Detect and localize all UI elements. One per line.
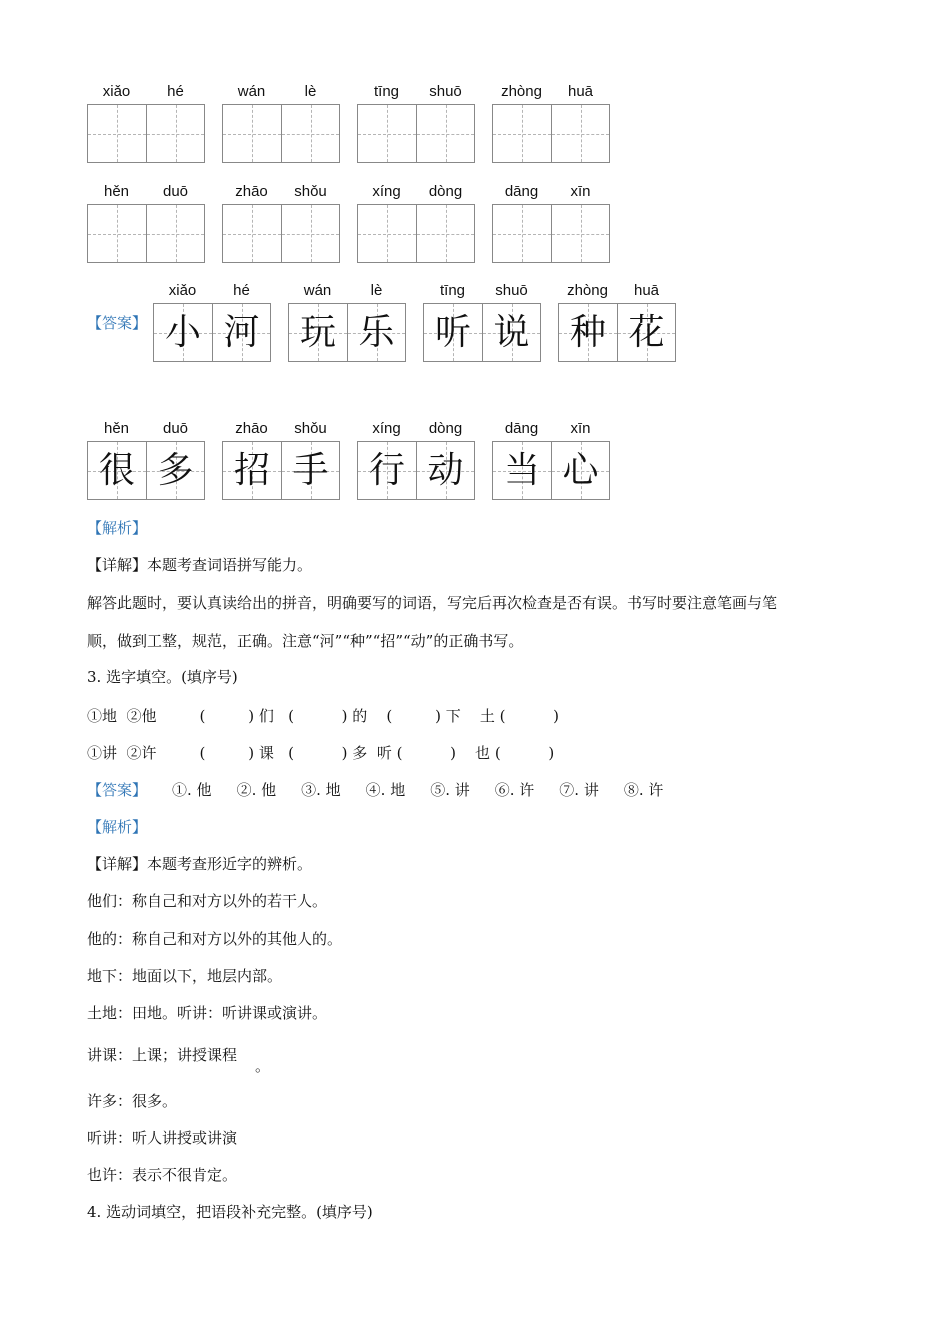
writing-cell[interactable] — [223, 205, 281, 262]
pinyin: huā — [633, 282, 660, 299]
word-pair — [357, 180, 475, 263]
answer-item: ④. 地 — [365, 781, 406, 799]
word-pair — [222, 417, 340, 500]
definition-line: 听讲：听人讲授或讲演 — [87, 1129, 238, 1147]
word-pair — [87, 417, 205, 500]
answer-cell — [88, 442, 146, 499]
word-pair — [492, 180, 610, 263]
word-pair — [492, 417, 610, 500]
answer-char: 乐 — [358, 311, 395, 353]
q3-answers — [87, 779, 663, 800]
definition-line: 也许：表示不很肯定。 — [87, 1166, 238, 1184]
q3-row-2: ①讲 ②许 ( ) 课 ( ) 多 听 ( ) 也 ( ) — [87, 744, 555, 762]
pinyin: xīn — [570, 183, 591, 200]
answer-char: 多 — [157, 449, 194, 491]
pinyin: hé — [233, 282, 250, 299]
answer-grid-2 — [87, 417, 627, 500]
word-pair — [288, 279, 406, 362]
pinyin: duō — [162, 420, 189, 437]
writing-cell[interactable] — [146, 205, 204, 262]
definition-line: 许多：很多。 — [87, 1092, 178, 1110]
writing-cell[interactable] — [358, 105, 416, 162]
pinyin: xiǎo — [102, 83, 131, 100]
writing-cell[interactable] — [88, 205, 146, 262]
pinyin: tīng — [373, 83, 400, 100]
definition-line: 他的：称自己和对方以外的其他人的。 — [87, 930, 343, 948]
word-pair — [153, 279, 271, 362]
answer-cell — [424, 304, 482, 361]
answer-cell — [559, 304, 617, 361]
q3-row-1: ①地 ②他 ( ) 们 ( ) 的 ( ) 下 土 ( ) — [87, 707, 559, 725]
writing-cell[interactable] — [416, 205, 474, 262]
pinyin: shǒu — [294, 183, 327, 200]
pinyin: wán — [303, 282, 332, 299]
pinyin: xíng — [372, 183, 401, 200]
pinyin: lè — [304, 83, 317, 100]
answer-char: 河 — [223, 311, 260, 353]
answer-char: 心 — [562, 449, 599, 491]
answer-item: ③. 地 — [301, 781, 341, 799]
answer-cell — [347, 304, 405, 361]
q2-body-line-1: 解答此题时，要认真读给出的拼音，明确要写的词语，写完后再次检查是否有误。书写时要注意笔画与笔 — [87, 594, 778, 612]
answer-cell — [551, 442, 609, 499]
answer-char: 说 — [493, 311, 530, 353]
pinyin: shuō — [495, 282, 528, 299]
answer-char: 手 — [292, 449, 329, 491]
answer-label: 【答案】 — [87, 314, 148, 332]
writing-cell[interactable] — [281, 105, 339, 162]
definition-line: 地下：地面以下，地层内部。 — [87, 967, 283, 985]
answer-cell — [281, 442, 339, 499]
pinyin: shuō — [429, 83, 462, 100]
pinyin-grid-1 — [87, 80, 627, 163]
word-pair — [357, 80, 475, 163]
answer-item: ①. 他 — [172, 781, 212, 799]
writing-cell[interactable] — [493, 205, 551, 262]
writing-cell[interactable] — [146, 105, 204, 162]
answer-cell — [154, 304, 212, 361]
stray-mark: 。 — [255, 1057, 271, 1075]
answer-item: ②. 他 — [236, 781, 277, 799]
pinyin: zhāo — [235, 420, 268, 437]
answer-cell — [482, 304, 540, 361]
answer-char: 动 — [427, 449, 464, 491]
answer-cell — [223, 442, 281, 499]
pinyin: xīn — [570, 420, 591, 437]
analysis-label: 【解析】 — [87, 519, 148, 537]
q2-detail: 【详解】本题考查词语拼写能力。 — [87, 556, 313, 574]
pinyin: hé — [167, 83, 184, 100]
pinyin: xiǎo — [168, 282, 197, 299]
pinyin: dòng — [428, 183, 463, 200]
q3-title: 3. 选字填空。(填序号) — [87, 668, 238, 686]
q4-title: 4. 选动词填空，把语段补充完整。(填序号) — [87, 1203, 373, 1221]
definition-line: 土地：田地。听讲：听讲课或演讲。 — [87, 1004, 328, 1022]
answer-char: 种 — [569, 311, 606, 353]
word-pair — [222, 180, 340, 263]
word-pair — [87, 180, 205, 263]
word-pair — [558, 279, 676, 362]
pinyin: dāng — [504, 183, 539, 200]
answer-item: ⑦. 讲 — [559, 781, 599, 799]
writing-cell[interactable] — [223, 105, 281, 162]
pinyin: tīng — [439, 282, 466, 299]
answer-char: 小 — [164, 311, 201, 353]
writing-cell[interactable] — [88, 105, 146, 162]
pinyin: zhòng — [567, 282, 608, 299]
answer-grid-1 — [153, 279, 693, 362]
pinyin: lè — [370, 282, 383, 299]
pinyin: hěn — [103, 420, 130, 437]
pinyin: hěn — [103, 183, 130, 200]
pinyin: zhāo — [235, 183, 268, 200]
q3-detail: 【详解】本题考查形近字的辨析。 — [87, 855, 313, 873]
pinyin: dāng — [504, 420, 539, 437]
writing-cell[interactable] — [281, 205, 339, 262]
pinyin: wán — [237, 83, 266, 100]
writing-cell[interactable] — [358, 205, 416, 262]
answer-char: 当 — [503, 449, 540, 491]
pinyin: huā — [567, 83, 594, 100]
pinyin-grid-2 — [87, 180, 627, 263]
q2-body-line-2: 顺，做到工整，规范，正确。注意“河”“种”“招”“动”的正确书写。 — [87, 632, 524, 650]
definition-line: 他们：称自己和对方以外的若干人。 — [87, 892, 328, 910]
answer-cell — [416, 442, 474, 499]
answer-char: 花 — [628, 311, 665, 353]
answer-char: 听 — [434, 311, 471, 353]
answer-cell — [617, 304, 675, 361]
answer-cell — [289, 304, 347, 361]
word-pair — [492, 80, 610, 163]
answer-char: 玩 — [299, 311, 336, 353]
answer-char: 很 — [98, 449, 135, 491]
analysis-label: 【解析】 — [87, 818, 148, 836]
writing-cell[interactable] — [551, 205, 609, 262]
pinyin: xíng — [372, 420, 401, 437]
pinyin: shǒu — [294, 420, 327, 437]
word-pair — [357, 417, 475, 500]
pinyin: duō — [162, 183, 189, 200]
word-pair — [222, 80, 340, 163]
answer-label: 【答案】 — [87, 781, 148, 799]
answer-item: ⑥. 许 — [494, 781, 535, 799]
answer-cell — [358, 442, 416, 499]
answer-item: ⑧. 许 — [623, 781, 664, 799]
answer-item: ⑤. 讲 — [430, 781, 470, 799]
writing-cell[interactable] — [493, 105, 551, 162]
word-pair — [87, 80, 205, 163]
pinyin: dòng — [428, 420, 463, 437]
answer-cell — [146, 442, 204, 499]
answer-char: 行 — [368, 449, 405, 491]
answer-cell — [493, 442, 551, 499]
writing-cell[interactable] — [416, 105, 474, 162]
answer-cell — [212, 304, 270, 361]
definition-line: 讲课：上课；讲授课程 — [87, 1046, 238, 1064]
pinyin: zhòng — [501, 83, 542, 100]
writing-cell[interactable] — [551, 105, 609, 162]
answer-char: 招 — [233, 449, 270, 491]
word-pair — [423, 279, 541, 362]
